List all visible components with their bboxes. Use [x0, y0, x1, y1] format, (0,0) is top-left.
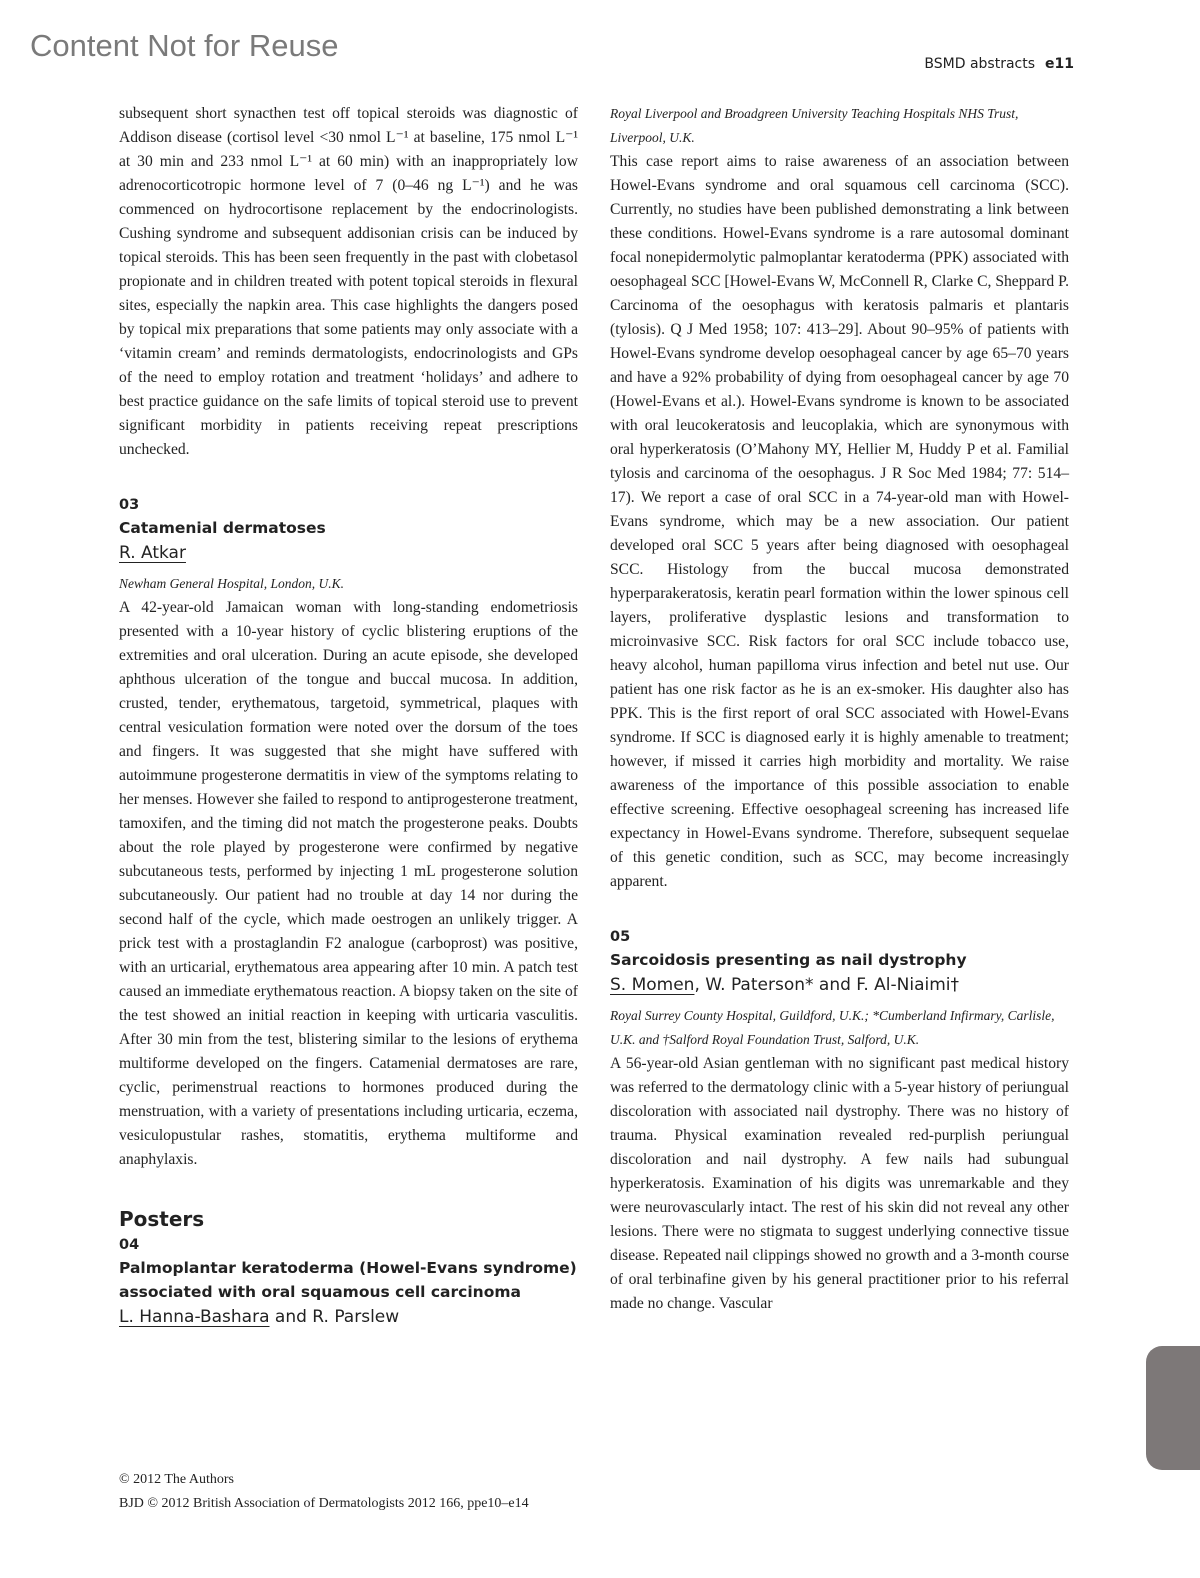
affiliation: Royal Surrey County Hospital, Guildford, U.K.; *Cumberland Infirmary, Carlisle, U.K. and †Salford Royal Foundation Trust, Salford, U.K. — [610, 1008, 1055, 1047]
co-authors: , W. Paterson* and F. Al-Niaimi† — [694, 975, 959, 995]
abstract-body: This case report aims to raise awareness of an association between Howel-Evans syndrome and oral squamous cell carcinoma (SCC). Currently, no studies have been published demonstrating a link between these conditions. Howel-Evans syndrome is a rare autosomal dominant focal nonepidermolytic palmoplantar keratoderma (PPK) associated with oesophageal SCC [Howel-Evans W, McConnell R, Clarke C, Sheppard P. Carcinoma of the oesophagus with keratosis palmaris et plantaris (tylosis). Q J Med 1958; 107: 413–29]. About 90–95% of patients with Howel-Evans syndrome develop oesophageal cancer by age 65–70 years and have a 92% probability of dying from oesophageal cancer by age 70 (Howel-Evans et al.). Howel-Evans syndrome is known to be associated with oral leucokeratosis and leucoplakia, which are synonymous with oral hyperkeratosis (O’Mahony MY, Hellier M, Huddy P et al. Familial tylosis and carcinoma of the oesophagus. J R Soc Med 1984; 77: 514–17). We report a case of oral SCC in a 74-year-old man with Howel-Evans syndrome, which may be a new association. Our patient developed oral SCC 5 years after being diagnosed with oesophageal SCC. Histology from the buccal mucosa demonstrated hyperparakeratosis, keratin pearl formation within the lower spinous cell layers, proliferative dysplastic lesions and transformation to microinvasive SCC. Risk factors for oral SCC include tobacco use, heavy alcohol, human papilloma virus infection and betel nut use. Our patient has one risk factor as he is an ex-smoker. His daughter also has PPK. This is the first report of oral SCC associated with Howel-Evans syndrome. If SCC is diagnosed early it is highly amenable to treatment; however, if missed it carries high morbidity and mortality. We raise awareness of the importance of this possible association to enable effective screening. Effective oesophageal screening has increased life expectancy in Howel-Evans syndrome. Therefore, subsequent sequelae of this genetic condition, such as SCC, may become increasingly apparent. — [610, 153, 1069, 890]
left-column — [119, 102, 578, 1330]
posters-heading: Posters — [119, 1207, 205, 1231]
abstract-body: A 42-year-old Jamaican woman with long-standing endometriosis presented with a 10-year history of cyclic blistering eruptions of the extremities and oral ulceration. During an acute episode, she developed aphthous ulceration of the tongue and buccal mucosa. In addition, crusted, tender, erythematous, targetoid, symmetrical, plaques with central vesiculation formation were noted over the dorsum of the toes and fingers. It was suggested that she might have suffered with autoimmune progesterone dermatitis in view of the symptoms relating to her menses. However she failed to respond to antiprogesterone treatment, tamoxifen, and the timing did not match the progesterone peaks. Doubts about the role played by progesterone were confirmed by negative subcutaneous tests, performed by injecting 1 mL progesterone solution subcutaneously. Our patient had no trouble at day 14 nor during the second half of the cycle, which made oestrogen an unlikely trigger. A prick test with a prostaglandin F2 analogue (carboprost) was positive, with an urticarial, erythematous area appearing after 10 min. A patch test caused an immediate erythematous reaction. A biopsy taken on the site of the test showed an initial reaction in keeping with urticaria vasculitis. After 30 min from the test, blistering similar to the lesions of erythema multiforme developed on the fingers. Catamenial dermatoses are rare, cyclic, perimenstrual reactions to hormones produced during the menstruation, with a variety of presentations including urticaria, eczema, vesiculopustular rashes, stomatitis, erythema multiforme and anaphylaxis. — [119, 599, 578, 1168]
affiliation: Royal Liverpool and Broadgreen University Teaching Hospitals NHS Trust, Liverpool, U.K. — [610, 106, 1019, 145]
page-footer — [119, 1468, 529, 1516]
co-authors: and R. Parslew — [269, 1307, 400, 1327]
abstract-title: Catamenial dermatoses — [119, 519, 326, 537]
journal-section: BSMD abstracts — [924, 56, 1036, 72]
abstract-04 — [119, 1234, 578, 1330]
abstract-number: 05 — [610, 929, 631, 945]
abstract-number: 03 — [119, 497, 140, 513]
copyright-line: © 2012 The Authors — [119, 1472, 234, 1487]
author-line — [119, 540, 578, 566]
running-head — [900, 56, 1074, 72]
right-column — [610, 102, 1069, 1316]
watermark: Content Not for Reuse — [30, 28, 339, 63]
abstract-03 — [119, 494, 578, 1172]
continued-text: subsequent short synacthen test off topical steroids was diagnostic of Addison disease (cortisol level <30 nmol L⁻¹ at baseline, 175 nmol L⁻¹ at 30 min and 233 nmol L⁻¹ at 60 min) with an inappropriately low adrenocorticotropic hormone level of 7 (0–46 ng L⁻¹) and he was commenced on hydrocortisone replacement by the endocrinologists. Cushing syndrome and subsequent addisonian crisis can be induced by topical steroids. This has been seen frequently in the past with clobetasol propionate and in children treated with potent topical steroids in flexural sites, especially the napkin area. This case highlights the dangers posed by topical mix preparations that some patients may only associate with a ‘vitamin cream’ and reminds dermatologists, endocrinologists and GPs of the need to employ rotation and treatment ‘holidays’ and adhere to best practice guidance on the safe limits of topical steroid use to prevent significant morbidity in patients receiving repeat prescriptions unchecked. — [119, 105, 578, 458]
author-line — [119, 1304, 578, 1330]
presenting-author: S. Momen — [610, 975, 695, 995]
page-edge-tab — [1146, 1346, 1200, 1470]
abstract-number: 04 — [119, 1237, 140, 1253]
presenting-author: L. Hanna-Bashara — [119, 1307, 270, 1327]
page-number: e11 — [1045, 56, 1074, 72]
abstract-body: A 56-year-old Asian gentleman with no significant past medical history was referred to the dermatology clinic with a 5-year history of periungual discoloration with associated nail dystrophy. There was no history of trauma. Physical examination revealed red-purplish periungual discoloration and nail dystrophy. A few nails had subungual hyperkeratosis. Examination of his digits was unremarkable and they were neurovascularly intact. The rest of his skin did not reveal any other lesions. There were no stigmata to suggest underlying connective tissue disease. Repeated nail clippings showed no growth and a 3-month course of oral terbinafine given by his general practitioner prior to his referral made no change. Vascular — [610, 1055, 1069, 1312]
presenting-author: R. Atkar — [119, 543, 186, 563]
abstract-05 — [610, 926, 1069, 1316]
author-line — [610, 972, 1069, 998]
citation-line: BJD © 2012 British Association of Dermatologists 2012 166, ppe10–e14 — [119, 1496, 529, 1511]
abstract-title: Sarcoidosis presenting as nail dystrophy — [610, 951, 967, 969]
affiliation: Newham General Hospital, London, U.K. — [119, 576, 345, 591]
abstract-title: Palmoplantar keratoderma (Howel-Evans syndrome) associated with oral squamous cell carcinoma — [119, 1259, 577, 1301]
